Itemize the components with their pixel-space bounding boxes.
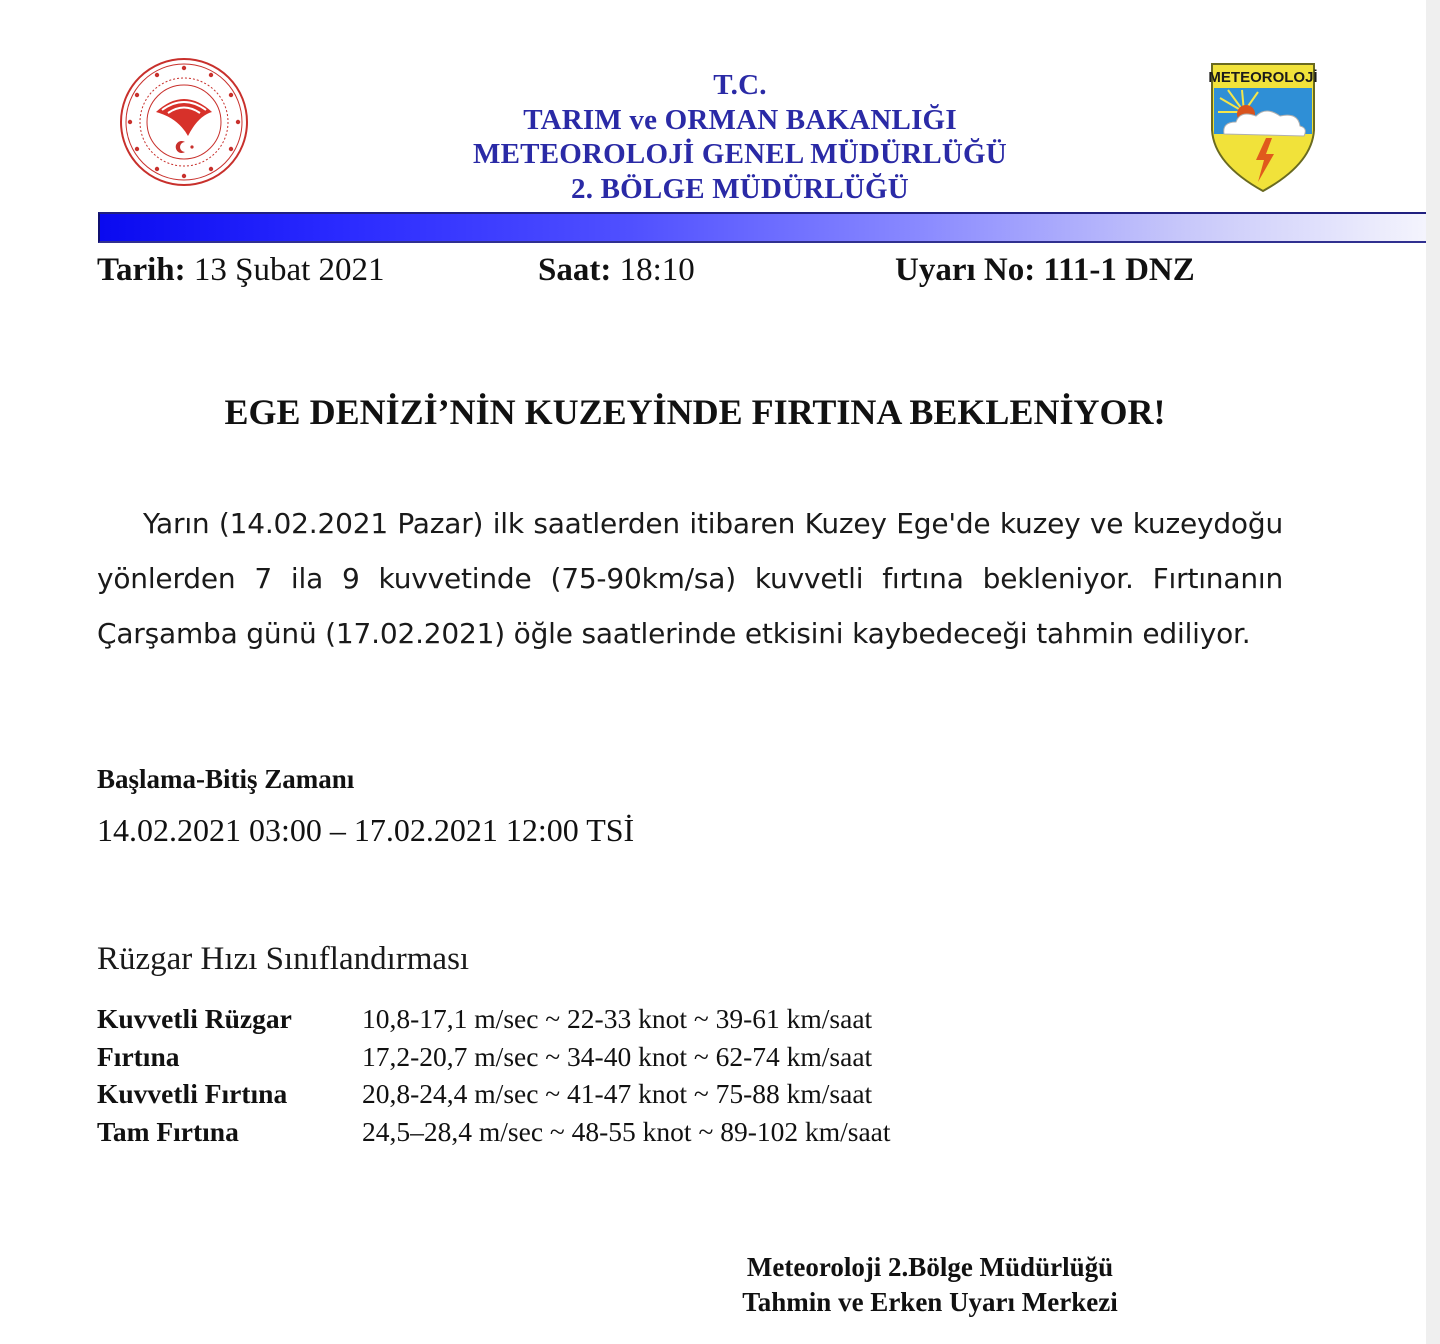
period-value: 14.02.2021 03:00 – 17.02.2021 12:00 TSİ [97, 812, 635, 848]
warning-label: Uyarı No: [895, 252, 1036, 288]
wind-row [97, 1113, 997, 1151]
header-gradient-bar [98, 212, 1426, 243]
wind-class-name: Tam Fırtına [97, 1115, 239, 1147]
wind-row [97, 1075, 997, 1113]
classification-title: Rüzgar Hızı Sınıflandırması [97, 941, 470, 977]
date-value: 13 Şubat 2021 [193, 252, 385, 288]
time-field [538, 250, 695, 290]
wind-class-range: 24,5–28,4 m/sec ~ 48-55 knot ~ 89-102 km/saat [362, 1115, 891, 1147]
wind-class-range: 17,2-20,7 m/sec ~ 34-40 knot ~ 62-74 km/saat [362, 1040, 873, 1072]
page-edge-strip [1426, 0, 1440, 1344]
header-line-region: 2. BÖLGE MÜDÜRLÜĞÜ [571, 172, 909, 205]
period-label: Başlama-Bitiş Zamanı [97, 764, 355, 794]
wind-class-range: 10,8-17,1 m/sec ~ 22-33 knot ~ 39-61 km/saat [362, 1003, 873, 1034]
ministry-seal-icon [118, 56, 250, 188]
wind-class-name: Fırtına [97, 1040, 180, 1072]
wind-class-name: Kuvvetli Fırtına [97, 1078, 288, 1109]
warning-title: EGE DENİZİ’NİN KUZEYİNDE FIRTINA BEKLENİYOR! [224, 392, 1166, 432]
issuer-line-1: Meteoroloji 2.Bölge Müdürlüğü [746, 1252, 1114, 1282]
issuer-signature [700, 1250, 1160, 1320]
meteoroloji-logo-text: METEOROLOJİ [1208, 69, 1318, 86]
wind-class-name: Kuvvetli Rüzgar [97, 1003, 292, 1034]
date-label: Tarih: [97, 252, 186, 288]
wind-classification-table [97, 1000, 997, 1150]
warning-body-text: Yarın (14.02.2021 Pazar) ilk saatlerden itibaren Kuzey Ege'de kuzey ve kuzeydoğu yönlerden 7 ila 9 kuvvetinde (75-90km/sa) kuvvetli fırtına bekleniyor. Fırtınanın Çarşamba günü (17.02.2021) öğle saatlerinde etkisini kaybedeceği tahmin ediliyor. [97, 507, 1283, 650]
header-line-ministry: TARIM ve ORMAN BAKANLIĞI [523, 103, 957, 136]
time-value: 18:10 [619, 252, 695, 288]
issuer-line-2: Tahmin ve Erken Uyarı Merkezi [742, 1287, 1118, 1317]
date-field [97, 250, 385, 290]
warning-value: 111-1 DNZ [1043, 252, 1195, 288]
wind-row [97, 1038, 997, 1076]
time-label: Saat: [538, 252, 612, 288]
document-header [380, 68, 1100, 206]
header-line-tc: T.C. [713, 69, 767, 101]
meteoroloji-shield-icon [1208, 60, 1318, 194]
wind-row [97, 1000, 997, 1038]
header-line-directorate: METEOROLOJİ GENEL MÜDÜRLÜĞÜ [473, 138, 1007, 170]
wind-class-range: 20,8-24,4 m/sec ~ 41-47 knot ~ 75-88 km/saat [362, 1078, 873, 1109]
warning-number-field [895, 250, 1195, 290]
